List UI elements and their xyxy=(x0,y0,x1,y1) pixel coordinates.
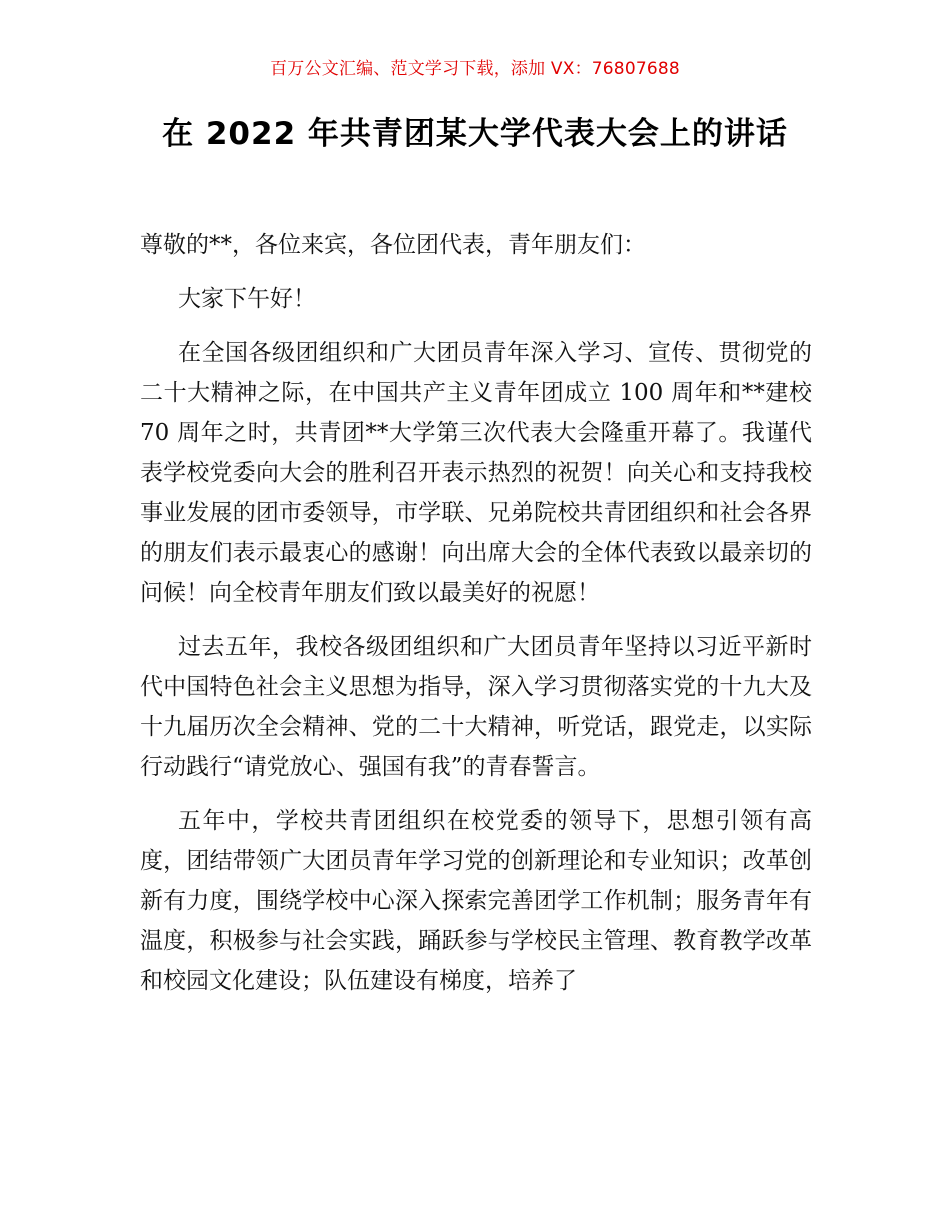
promo-header: 百万公文汇编、范文学习下载，添加 VX：76807688 xyxy=(270,59,680,79)
body-paragraph: 过去五年，我校各级团组织和广大团员青年坚持以习近平新时代中国特色社会主义思想为指导，深入学习贯彻落实党的十九大及十九届历次全会精神、党的二十大精神，听党话，跟党走，以实际行动践行“请党放心、强国有我”的青春誓言。 xyxy=(140,634,812,780)
document-body xyxy=(140,225,812,1015)
body-paragraph: 五年中，学校共青团组织在校党委的领导下，思想引领有高度，团结带领广大团员青年学习党的创新理论和专业知识；改革创新有力度，围绕学校中心深入探索完善团学工作机制；服务青年有温度，积极参与社会实践，踊跃参与学校民主管理、教育教学改革和校园文化建设；队伍建设有梯度，培养了 xyxy=(140,808,812,994)
page-title: 在 2022 年共青团某大学代表大会上的讲话 xyxy=(162,116,788,152)
greeting-paragraph: 大家下午好！ xyxy=(178,286,316,312)
salutation-paragraph: 尊敬的**，各位来宾，各位团代表，青年朋友们： xyxy=(140,232,646,258)
body-paragraph: 在全国各级团组织和广大团员青年深入学习、宣传、贯彻党的二十大精神之际，在中国共产主义青年团成立 100 周年和**建校 70 周年之时，共青团**大学第三次代表大会隆重开幕了。我谨代表学校党委向大会的胜利召开表示热烈的祝贺！向关心和支持我校事业发展的团市委领导，市学联、兄弟院校共青团组织和社会各界的朋友们表示最衷心的感谢！向出席大会的全体代表致以最亲切的问候！向全校青年朋友们致以最美好的祝愿！ xyxy=(140,340,812,606)
